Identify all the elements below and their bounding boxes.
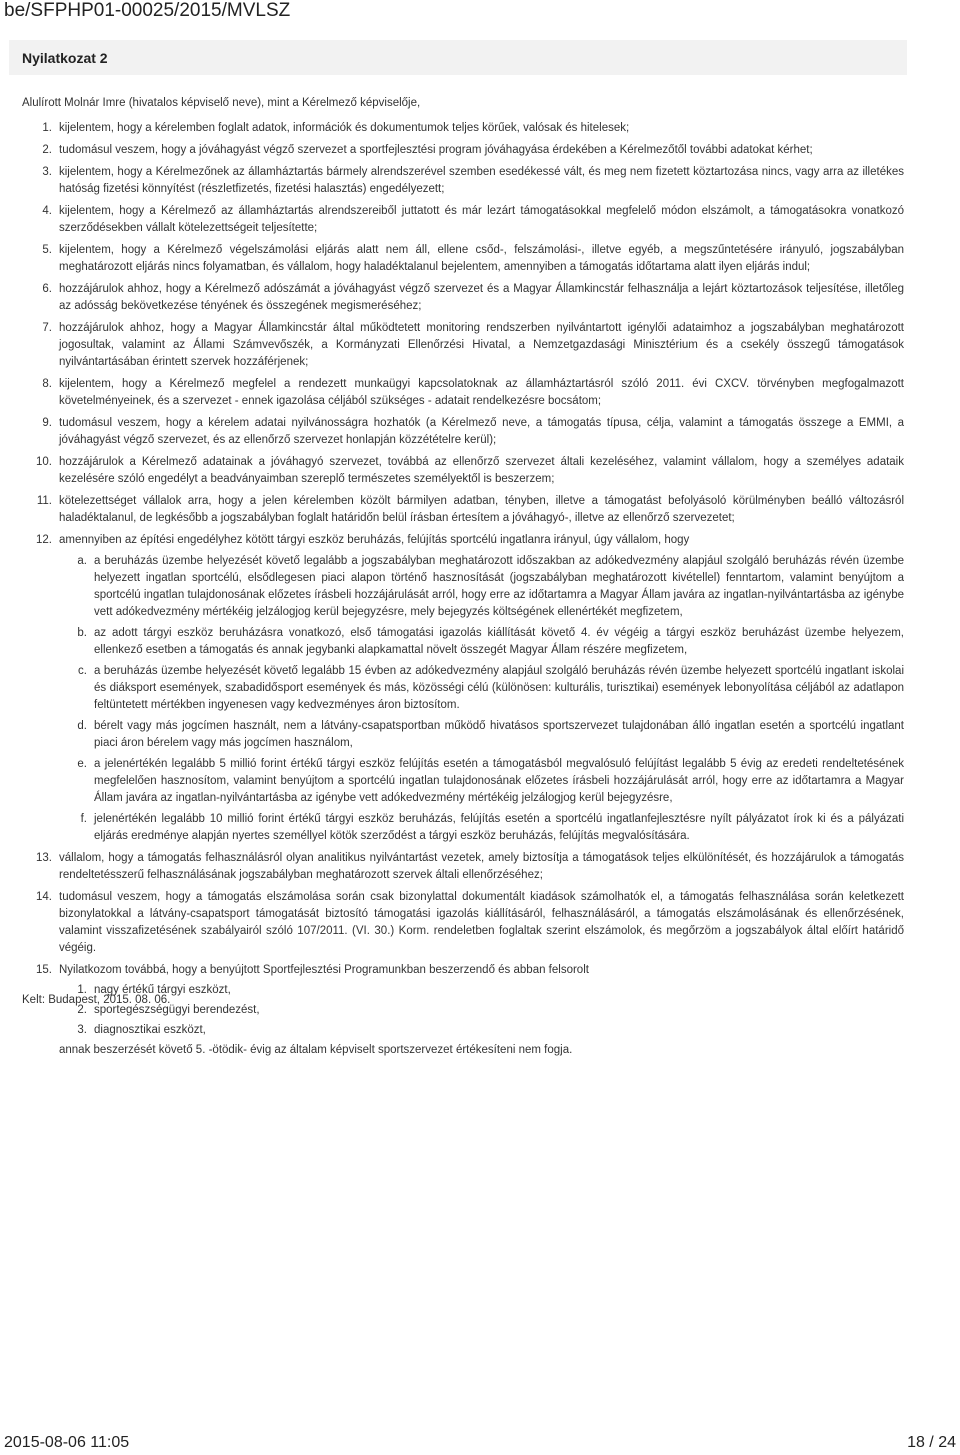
item-number: 8. [42, 378, 52, 390]
list-item [22, 120, 904, 137]
page-number: 18 / 24 [907, 1434, 956, 1451]
sub-item-text: sportegészségügyi berendezést, [94, 1004, 260, 1016]
item-text: hozzájárulok ahhoz, hogy a Magyar Államkincstár által működtetett monitoring rendszerben nyilvántartott igénylői adataimhoz a jogszabályban meghatározott jogosultak, valamint az Állami Számvevőszék, a Kormányzati Ellenőrzési Hivatal, a Nemzetgazdasági Minisztérium és a csekély összegű támogatások nyilvántartásában érintett szervek hozzáférjenek; [59, 322, 904, 368]
list-item [22, 889, 904, 957]
item-text: hozzájárulok ahhoz, hogy a Kérelmező adószámát a jóváhagyást végző szervezet és a Magyar Államkincstár felhasználja a lejárt köztartozások teljesítése, illetőleg az adósság bekövetkezése tényének és összegének megismeréséhez; [59, 283, 904, 312]
section-title: Nyilatkozat 2 [9, 40, 907, 75]
item-number: 2. [42, 144, 52, 156]
signed-date: Kelt: Budapest, 2015. 08. 06. [22, 994, 171, 1006]
list-item [22, 203, 904, 237]
footer-datetime: 2015-08-06 11:05 [4, 1434, 130, 1451]
item-number: 12. [36, 534, 52, 546]
item-text: tudomásul veszem, hogy a jóváhagyást végző szervezet a sportfejlesztési program jóváhagyása érdekében a Kérelmezőtől további adatokat kérhet; [59, 144, 813, 156]
sub-item-letter: e. [77, 758, 87, 770]
item-text: kijelentem, hogy a Kérelmező az államháztartás alrendszereiből juttatott és már lezárt támogatásokkal megfelelő módon elszámolt, a támogatásokra vonatkozó szerződésekben vállalt kötelezettségeit teljesítette; [59, 205, 904, 234]
item-text: kijelentem, hogy a kérelemben foglalt adatok, információk és dokumentumok teljes körűek, valósak és hitelesek; [59, 122, 630, 134]
sub-list-item [22, 756, 904, 807]
list-item [22, 376, 904, 410]
item-text: Nyilatkozom továbbá, hogy a benyújtott Sportfejlesztési Programunkban beszerzendő és abban felsorolt [59, 964, 589, 976]
sub-list-item [22, 1022, 904, 1039]
item-number: 11. [36, 495, 52, 507]
sub-item-text: a beruházás üzembe helyezését követő legalább 15 évben az adókedvezmény alapjául szolgáló beruházás révén üzembe helyezett sportcélú ingatlant iskolai és diáksport események, szabadidősport események és más, közösségi célú (különösen: kulturális, turisztikai) események lebonyolítása céljából az adatlapon feltüntetett mértékben ingyenesen vagy kedvezményes áron biztosítom. [94, 665, 904, 711]
list-item [22, 281, 904, 315]
sub-item-text: nagy értékű tárgyi eszközt, [94, 984, 231, 996]
list-item [22, 454, 904, 488]
item-number: 1. [42, 122, 52, 134]
document-id: be/SFPHP01-00025/2015/MVLSZ [4, 0, 291, 21]
sub-list-item [22, 718, 904, 752]
sub-item-text: diagnosztikai eszközt, [94, 1024, 206, 1036]
item-number: 15. [36, 964, 52, 976]
sub-item-text: jelenértékén legalább 10 millió forint értékű tárgyi eszköz beruházás, felújítás esetén a sportcélú ingatlanfejlesztésre nyílt pályázatot írok ki és a pályázati eljárás eredménye alapján nyertes személlyel kötök szerződést a tárgyi eszköz beruházás, felújítás megvalósítására. [94, 813, 904, 842]
sub-item-letter: d. [77, 720, 87, 732]
sub-item-text: bérelt vagy más jogcímen használt, nem a látvány-csapatsportban működő hivatásos sportszervezet tulajdonában álló ingatlan esetén a sportcélú ingatlant piaci áron bérelem vagy más jogcímen használom, [94, 720, 904, 749]
item-text: hozzájárulok a Kérelmező adatainak a jóváhagyó szervezet, továbbá az ellenőrző szervezet általi kezeléséhez, valamint vállalom, hogy a személyes adataik kezelésére szóló engedélyt a beadványaimban szereplő természetes személyektől is beszerzem; [59, 456, 904, 485]
sub-list-item [22, 625, 904, 659]
sub-item-text: a jelenértékén legalább 5 millió forint értékű tárgyi eszköz felújítás esetén a támogatásból megvalósuló felújítást legalább 5 évig az eredeti rendeltetésének megfelelően hasznosítom, valamint benyújtom a sportcélú ingatlan tulajdonosának előzetes írásbeli hozzájárulását arról, hogy erre az időtartamra a Magyar Állam javára az ingatlan-nyilvántartásba az igénybe vett adókedvezmény mértékéig jelzálogjog kerül bejegyzésre, [94, 758, 904, 804]
sub-item-letter: c. [78, 665, 87, 677]
sub-item-text: a beruházás üzembe helyezését követő legalább a jogszabályban meghatározott időszakban az adókedvezmény alapjául szolgáló beruházás révén üzembe helyezett ingatlan sportcélú, elsődlegesen piaci alapon történő hasznosítását (jogszabályban meghatározott kivétellel) fenntartom, valamint benyújtom a sportcélú ingatlan tulajdonosának előzetes írásbeli hozzájárulását arról, hogy erre az időtartamra a Magyar Állam javára az ingatlan-nyilvántartásba az igénybe vett adókedvezmény mértékéig jelzálogjog kerül bejegyzésre, mely bejegyzés költségének ellenértékét megfizetem, [94, 555, 904, 618]
intro-text: Alulírott Molnár Imre (hivatalos képviselő neve), mint a Kérelmező képviselője, [22, 97, 421, 109]
sub-item-letter: b. [77, 627, 87, 639]
item-15-tail: annak beszerzését követő 5. -ötödik- évig az általam képviselt sportszervezet értékesíteni nem fogja. [59, 1044, 573, 1056]
list-item [22, 142, 904, 159]
item-text: kijelentem, hogy a Kérelmező megfelel a rendezett munkaügyi kapcsolatoknak az államháztartásról szóló 2011. évi CXCV. törvényben megfogalmazott követelményeinek, és a szervezet - ennek igazolása céljából szükséges - adatait rendelkezésre bocsátom; [59, 378, 904, 407]
item-number: 5. [42, 244, 52, 256]
item-number: 7. [42, 322, 52, 334]
sub-list-item [22, 663, 904, 714]
sub-item-letter: f. [80, 813, 87, 825]
list-item [22, 493, 904, 527]
item-number: 14. [36, 891, 52, 903]
item-number: 4. [42, 205, 52, 217]
item-text: kötelezettséget vállalok arra, hogy a jelen kérelemben közölt bármilyen adatban, tényben, illetve a támogatást befolyásoló körülményben beálló változásról haladéktalanul, de legkésőbb a jogszabályban foglalt határidőn belül írásban értesítem a jóváhagyó-, illetve az ellenőrző szervezetet; [59, 495, 904, 524]
item-number: 10. [36, 456, 52, 468]
item-text: vállalom, hogy a támogatás felhasználásról olyan analitikus nyilvántartást vezetek, amely biztosítja a támogatások teljes elkülönítését, és hozzájárulok a támogatás rendeltetésszerű felhasználásának jogszabályban meghatározott szervek általi ellenőrzéséhez; [59, 852, 904, 881]
item-number: 13. [36, 852, 52, 864]
item-text: tudomásul veszem, hogy a kérelem adatai nyilvánosságra hozhatók (a Kérelmező neve, a támogatás típusa, célja, valamint a támogatás összege a EMMI, a jóváhagyást végző szervezet, és az ellenőrző szervezet honlapján közzétételre kerül); [59, 417, 904, 446]
item-number: 9. [42, 417, 52, 429]
sub-item-letter: a. [77, 555, 87, 567]
sub-item-number: 3. [77, 1024, 87, 1036]
list-item [22, 962, 904, 1059]
sub-item-number: 1. [77, 984, 87, 996]
list-item [22, 320, 904, 371]
list-item [22, 415, 904, 449]
list-item [22, 532, 904, 845]
sub-item-number: 2. [77, 1004, 87, 1016]
list-item [22, 242, 904, 276]
item-text: tudomásul veszem, hogy a támogatás elszámolása során csak bizonylattal dokumentált kiadások számolhatók el, a támogatás felhasználása során keletkezett bizonylatokkal a látvány-csapatsport támogatását biztosító támogatási igazolás kiállításáról, felhasználásáról, a támogatás elszámolásának és ellenőrzésének, valamint visszafizetésének szabályairól szóló 107/2011. (VI. 30.) Korm. rendeletben foglaltak szerint elszámolok, és megőrzöm a jogszabályok által előírt határidő végéig. [59, 891, 904, 954]
sub-list-item [22, 553, 904, 621]
item-number: 6. [42, 283, 52, 295]
item-text: kijelentem, hogy a Kérelmező végelszámolási eljárás alatt nem áll, ellene csőd-, felszámolási-, illetve egyéb, a megszűntetésére irányuló, jogszabályban meghatározott eljárás nincs folyamatban, és vállalom, hogy haladéktalanul bejelentem, amennyiben a támogatás időtartama alatt ilyen eljárás indul; [59, 244, 904, 273]
item-text: amennyiben az építési engedélyhez kötött tárgyi eszköz beruházás, felújítás sportcélú ingatlanra irányul, úgy vállalom, hogy [59, 534, 690, 546]
list-item [22, 164, 904, 198]
sub-item-text: az adott tárgyi eszköz beruházásra vonatkozó, első támogatási igazolás kiállítását követő 4. év végéig a tárgyi eszköz beruházást üzembe helyezem, ellenkező esetben a támogatás és annak jegybanki alapkamattal növelt összegét Magyar Állam részére megfizetem, [94, 627, 904, 656]
list-item [22, 850, 904, 884]
item-text: kijelentem, hogy a Kérelmezőnek az államháztartás bármely alrendszerével szemben esedékessé vált, és meg nem fizetett köztartozása nincs, vagy arra az illetékes hatóság fizetési könnyítést (részletfizetés, fizetési halasztás) engedélyezett; [59, 166, 904, 195]
item-number: 3. [42, 166, 52, 178]
declaration-list [22, 120, 904, 1064]
sub-list-item [22, 811, 904, 845]
